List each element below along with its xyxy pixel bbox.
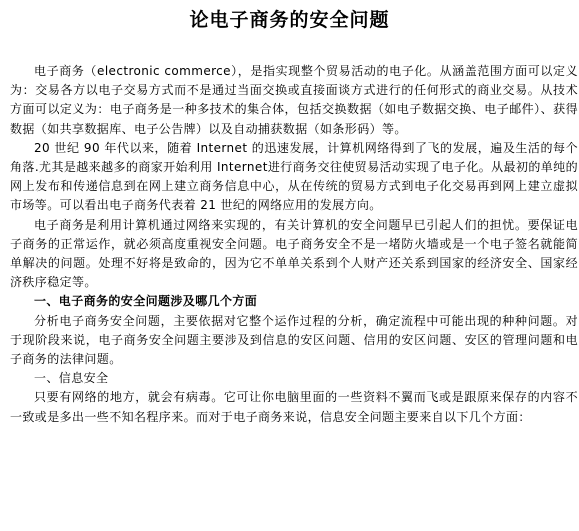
paragraph-security-concern: 电子商务是利用计算机通过网络来实现的，有关计算机的安全问题早已引起人们的担忧。要保证电子商务的正常运作，就必须高度重视安全问题。电子商务安全不是一堵防火墙或是一个电子签名就能简单解决的问题。处理不好将是致命的，因为它不单单关系到个人财产还关系到国家的经济安全、国家经济秩序稳定等。 [10,217,578,290]
document-body [10,62,578,427]
subsection-heading: 一、信息安全 [34,371,109,386]
paragraph-information-security: 只要有网络的地方，就会有病毒。它可让你电脑里面的一些资料不翼而飞或是跟原来保存的内容不一致或是多出一些不知名程序来。而对于电子商务来说，信息安全问题主要来自以下几个方面： [10,390,578,424]
document-title: 论电子商务的安全问题 [189,9,390,31]
paragraph-definition: 电子商务（electronic commerce），是指实现整个贸易活动的电子化。从涵盖范围方面可以定义为：交易各方以电子交易方式而不是通过当面交换或直接面谈方式进行的任何形式的商业交易。从技术方面可以定义为：电子商务是一种多技术的集合体，包括交换数据（如电子数据交换、电子邮件）、获得数据（如共享数据库、电子公告牌）以及自动捕获数据（如条形码）等。 [10,64,578,136]
paragraph-section-analysis: 分析电子商务安全问题，主要依据对它整个运作过程的分析，确定流程中可能出现的种种问题。对于现阶段来说，电子商务安全问题主要涉及到信息的安区问题、信用的安区问题、安区的管理问题和电子商务的法律问题。 [10,313,578,367]
paragraph-development: 20 世纪 90 年代以来，随着 Internet 的迅速发展，计算机网络得到了飞的发展，遍及生活的每个角落.尤其是越来越多的商家开始利用 Internet进行商务交往使贸易活动实现了电子化。从最初的单纯的网上发布和传递信息到在网上建立商务信息中心，从在传统的贸易方式到电子化交易再到网上建立虚拟市场等。可以看出电子商务代表着 21 世纪的网络应用的发展方向。 [10,140,578,213]
section-heading: 一、电子商务的安全问题涉及哪几个方面 [34,294,258,309]
